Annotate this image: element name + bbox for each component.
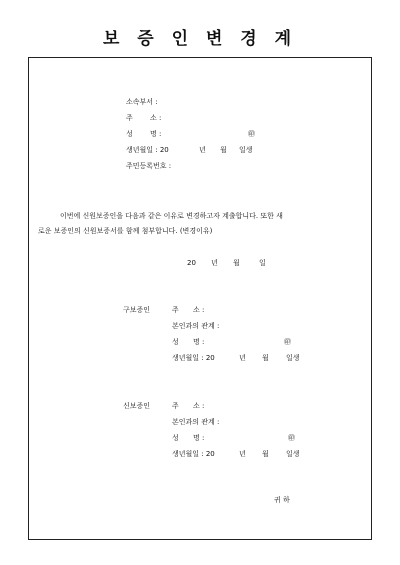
date-year: 년 (211, 259, 218, 267)
old-guarantor-birth-day: 일생 (286, 354, 300, 362)
old-guarantor-relation: 본인과의 관계 : (172, 322, 220, 330)
new-guarantor-address-b: 소 : (193, 402, 205, 410)
resident-number-label: 주민등록번호 : (126, 162, 172, 170)
body-line-1: 이번에 신원보증인을 다음과 같은 이유로 변경하고자 계출합니다. 또한 새 (60, 212, 283, 220)
old-guarantor-name-b: 명 : (193, 338, 205, 346)
old-guarantor-label: 구보증인 (123, 306, 151, 314)
body-line-2: 로운 보증인의 신원보증서를 함께 첨부합니다. (변경이유) (38, 227, 213, 235)
date-year-prefix: 20 (187, 259, 196, 267)
old-guarantor-address-a: 주 (172, 306, 179, 314)
name-label-b: 명 : (150, 130, 162, 138)
name-label-a: 성 (126, 130, 133, 138)
address-label-b: 소 : (150, 114, 162, 122)
birth-year-label: 년 (199, 146, 206, 154)
new-guarantor-birth: 생년월일 : 20 (172, 450, 215, 458)
document-title: 보 증 인 변 경 계 (102, 29, 298, 49)
new-guarantor-address-a: 주 (172, 402, 179, 410)
new-guarantor-label: 신보증인 (123, 402, 151, 410)
old-guarantor-birth: 생년월일 : 20 (172, 354, 215, 362)
address-label-a: 주 (126, 114, 133, 122)
birth-day-label: 일생 (239, 146, 253, 154)
dept-label: 소속부서 : (126, 98, 158, 106)
new-guarantor-birth-year: 년 (239, 450, 246, 458)
new-guarantor-seal: ㊞ (288, 434, 295, 442)
new-guarantor-relation: 본인과의 관계 : (172, 418, 220, 426)
old-guarantor-birth-year: 년 (239, 354, 246, 362)
old-guarantor-birth-month: 월 (262, 354, 269, 362)
form-frame (28, 57, 372, 540)
date-month: 월 (233, 259, 240, 267)
old-guarantor-name-a: 성 (172, 338, 179, 346)
new-guarantor-name-a: 성 (172, 434, 179, 442)
old-guarantor-address-b: 소 : (193, 306, 205, 314)
date-day: 일 (259, 259, 266, 267)
new-guarantor-name-b: 명 : (193, 434, 205, 442)
new-guarantor-birth-day: 일생 (286, 450, 300, 458)
old-guarantor-seal: ㊞ (284, 338, 291, 346)
birth-label: 생년월일 : 20 (126, 146, 169, 154)
birth-month-label: 월 (220, 146, 227, 154)
recipient-label: 귀 하 (274, 496, 290, 504)
seal-mark: ㊞ (248, 130, 255, 138)
new-guarantor-birth-month: 월 (262, 450, 269, 458)
